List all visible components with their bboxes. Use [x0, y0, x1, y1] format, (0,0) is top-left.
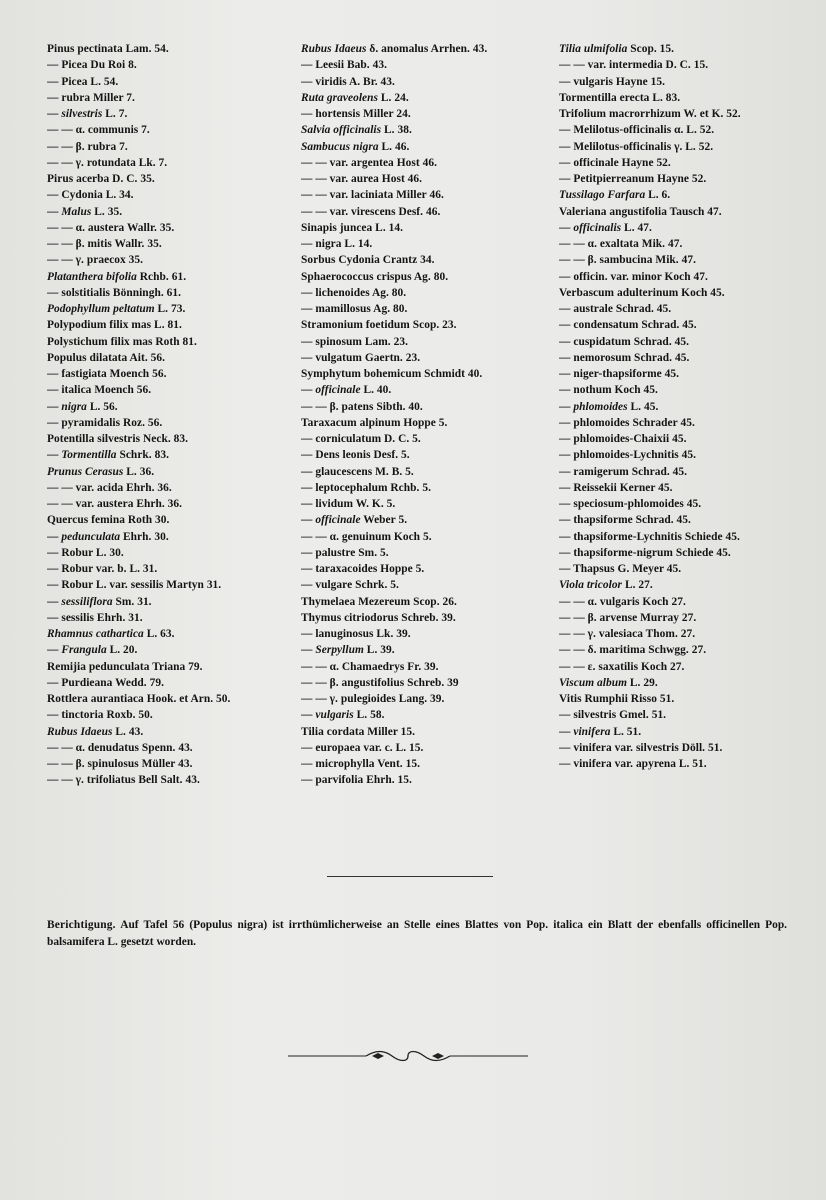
index-entry: — mamillosus Ag. 80.	[301, 303, 408, 315]
index-entry: Rubus Idaeus δ. anomalus Arrhen. 43.	[301, 43, 488, 55]
index-entry: — corniculatum D. C. 5.	[301, 433, 421, 445]
index-entry: Thymus citriodorus Schreb. 39.	[301, 611, 456, 624]
index-entry: — — var. argentea Host 46.	[301, 156, 437, 169]
index-entry: Tilia ulmifolia Scop. 15.	[559, 43, 675, 55]
index-entry: — — δ. maritima Schwgg. 27.	[559, 644, 707, 657]
index-entry: — Robur L. var. sessilis Martyn 31.	[47, 579, 222, 592]
index-entry: — — var. intermedia D. C. 15.	[559, 59, 709, 72]
index-entry: Rubus Idaeus L. 43.	[47, 725, 144, 738]
index-column-2	[301, 41, 557, 789]
index-column-1	[47, 41, 297, 789]
index-entry: — viridis A. Br. 43.	[301, 75, 395, 88]
index-entry: — nemorosum Schrad. 45.	[559, 351, 690, 364]
index-entry: — officinale Weber 5.	[301, 514, 408, 527]
index-entry: — — β. mitis Wallr. 35.	[47, 238, 162, 250]
index-entry: — — β. sambucina Mik. 47.	[559, 254, 696, 267]
index-entry: — pedunculata Ehrh. 30.	[47, 530, 169, 543]
index-entry: Sphaerococcus crispus Ag. 80.	[301, 270, 449, 283]
index-entry: — nothum Koch 45.	[559, 384, 658, 397]
index-entry: — — β. arvense Murray 27.	[559, 611, 697, 624]
index-entry: Stramonium foetidum Scop. 23.	[301, 319, 457, 332]
index-entry: — Cydonia L. 34.	[47, 189, 134, 202]
index-entry: Symphytum bohemicum Schmidt 40.	[301, 368, 483, 380]
index-entry: — vulgare Schrk. 5.	[301, 579, 399, 592]
index-entry: — thapsiforme-nigrum Schiede 45.	[559, 546, 731, 559]
index-entry: — niger-thapsiforme 45.	[559, 368, 679, 380]
index-entry: — thapsiforme Schrad. 45.	[559, 514, 691, 527]
index-entry: — silvestris L. 7.	[47, 108, 128, 120]
index-entry: — — α. genuinum Koch 5.	[301, 530, 432, 543]
index-entry: — Serpyllum L. 39.	[301, 644, 395, 657]
index-entry: — hortensis Miller 24.	[301, 108, 411, 120]
index-entry: — microphylla Vent. 15.	[301, 758, 420, 770]
correction-note	[47, 917, 787, 951]
index-entry: — tinctoria Roxb. 50.	[47, 709, 153, 722]
index-entry: — — β. spinulosus Müller 43.	[47, 758, 193, 770]
index-entry: — phlomoides Schrader 45.	[559, 416, 695, 429]
index-entry: — — α. communis 7.	[47, 124, 150, 137]
index-entry: — condensatum Schrad. 45.	[559, 319, 697, 332]
index-entry: — Purdieana Wedd. 79.	[47, 676, 164, 689]
index-entry: — officinale Hayne 52.	[559, 156, 671, 169]
index-entry: — cuspidatum Schrad. 45.	[559, 335, 690, 348]
index-entry: — vinifera var. apyrena L. 51.	[559, 758, 707, 770]
index-entry: Thymelaea Mezereum Scop. 26.	[301, 595, 457, 608]
section-divider	[327, 876, 493, 877]
index-entry: — — ε. saxatilis Koch 27.	[559, 660, 685, 673]
correction-text: Auf Tafel 56 (Populus nigra) ist irrthümlicherweise an Stelle eines Blattes von Pop. italica ein Blatt der ebenfalls officinellen Pop. balsamifera L. gesetzt worden.	[47, 919, 788, 948]
index-entry: — rubra Miller 7.	[47, 91, 135, 104]
index-entry: Rottlera aurantiaca Hook. et Arn. 50.	[47, 693, 231, 705]
index-entry: — — γ. trifoliatus Bell Salt. 43.	[47, 774, 200, 787]
index-entry: Tilia cordata Miller 15.	[301, 725, 416, 738]
index-entry: — — var. virescens Desf. 46.	[301, 205, 441, 218]
index-entry: Quercus femina Roth 30.	[47, 514, 170, 527]
index-entry: — — α. denudatus Spenn. 43.	[47, 741, 193, 754]
index-entry: — australe Schrad. 45.	[559, 303, 672, 315]
index-entry: — — β. angustifolius Schreb. 39	[301, 676, 459, 689]
index-entry: — Petitpierreanum Hayne 52.	[559, 173, 707, 185]
index-entry: — silvestris Gmel. 51.	[559, 709, 667, 722]
index-entry: — — α. vulgaris Koch 27.	[559, 595, 686, 608]
index-entry: Viscum album L. 29.	[559, 676, 658, 689]
index-entry: Sambucus nigra L. 46.	[301, 140, 410, 153]
index-entry: — Tormentilla Schrk. 83.	[47, 449, 169, 462]
index-entry: Rhamnus cathartica L. 63.	[47, 628, 175, 640]
index-entry: — phlomoides-Lychnitis 45.	[559, 449, 697, 462]
index-entry: — Reissekii Kerner 45.	[559, 481, 673, 494]
index-entry: — — var. austera Ehrh. 36.	[47, 498, 183, 510]
index-entry: Populus dilatata Ait. 56.	[47, 351, 166, 364]
index-entry: Salvia officinalis L. 38.	[301, 124, 412, 137]
index-entry: — palustre Sm. 5.	[301, 546, 389, 559]
index-entry: Polypodium filix mas L. 81.	[47, 319, 182, 332]
index-entry: — — γ. praecox 35.	[47, 254, 144, 267]
index-entry: Prunus Cerasus L. 36.	[47, 465, 155, 478]
correction-label: Berichtigung.	[47, 919, 116, 931]
index-entry: — Frangula L. 20.	[47, 644, 138, 657]
index-entry: Trifolium macrorrhizum W. et K. 52.	[559, 108, 741, 120]
index-entry: — solstitialis Bönningh. 61.	[47, 286, 182, 299]
index-entry: — Melilotus-officinalis α. L. 52.	[559, 124, 715, 137]
index-entry: — Thapsus G. Meyer 45.	[559, 563, 682, 575]
index-entry: — Robur L. 30.	[47, 546, 124, 559]
index-entry: — vulgaris Hayne 15.	[559, 75, 666, 88]
ornament-rule	[288, 1049, 528, 1063]
index-entry: — vinifera L. 51.	[559, 725, 642, 738]
index-entry: — — var. acida Ehrh. 36.	[47, 481, 172, 494]
index-entry: — leptocephalum Rchb. 5.	[301, 481, 431, 494]
index-entry: — — var. laciniata Miller 46.	[301, 189, 444, 202]
index-entry: Pinus pectinata Lam. 54.	[47, 43, 169, 55]
index-entry: — Robur var. b. L. 31.	[47, 563, 158, 575]
index-entry: — spinosum Lam. 23.	[301, 335, 408, 348]
index-column-3	[559, 41, 821, 772]
index-entry: — phlomoides-Chaixii 45.	[559, 433, 687, 445]
index-entry: — Malus L. 35.	[47, 205, 123, 218]
index-entry: — fastigiata Moench 56.	[47, 368, 167, 380]
index-entry: Sinapis juncea L. 14.	[301, 221, 404, 234]
index-entry: Podophyllum peltatum L. 73.	[47, 303, 186, 315]
index-entry: — ramigerum Schrad. 45.	[559, 465, 688, 478]
index-entry: — — var. aurea Host 46.	[301, 173, 423, 185]
index-entry: — — β. patens Sibth. 40.	[301, 400, 423, 413]
index-entry: — — α. exaltata Mik. 47.	[559, 238, 683, 250]
index-entry: — Leesii Bab. 43.	[301, 59, 387, 72]
index-entry: — nigra L. 56.	[47, 400, 118, 413]
index-entry: Valeriana angustifolia Tausch 47.	[559, 205, 722, 218]
index-entry: — parvifolia Ehrh. 15.	[301, 774, 412, 787]
index-entry: Sorbus Cydonia Crantz 34.	[301, 254, 435, 267]
index-entry: — — γ. rotundata Lk. 7.	[47, 156, 168, 169]
index-entry: — sessilis Ehrh. 31.	[47, 611, 143, 624]
index-entry: — phlomoides L. 45.	[559, 400, 659, 413]
index-entry: — speciosum-phlomoides 45.	[559, 498, 702, 510]
index-entry: — — α. Chamaedrys Fr. 39.	[301, 660, 439, 673]
index-entry: — — α. austera Wallr. 35.	[47, 221, 175, 234]
index-entry: — europaea var. c. L. 15.	[301, 741, 424, 754]
index-entry: — sessiliflora Sm. 31.	[47, 595, 152, 608]
index-entry: — Picea Du Roi 8.	[47, 59, 137, 72]
index-entry: Verbascum adulterinum Koch 45.	[559, 286, 725, 299]
index-entry: — italica Moench 56.	[47, 384, 152, 397]
index-entry: — — β. rubra 7.	[47, 140, 128, 153]
index-entry: — — γ. valesiaca Thom. 27.	[559, 628, 696, 640]
index-entry: — lividum W. K. 5.	[301, 498, 396, 510]
index-entry: — nigra L. 14.	[301, 238, 373, 250]
index-entry: — lichenoides Ag. 80.	[301, 286, 407, 299]
index-entry: — thapsiforme-Lychnitis Schiede 45.	[559, 530, 740, 543]
index-entry: Viola tricolor L. 27.	[559, 579, 653, 592]
index-entry: — Dens leonis Desf. 5.	[301, 449, 410, 462]
index-entry: — vulgaris L. 58.	[301, 709, 385, 722]
index-entry: Ruta graveolens L. 24.	[301, 91, 409, 104]
index-entry: Potentilla silvestris Neck. 83.	[47, 433, 189, 445]
index-entry: — Picea L. 54.	[47, 75, 119, 88]
index-entry: Tormentilla erecta L. 83.	[559, 91, 681, 104]
index-entry: Taraxacum alpinum Hoppe 5.	[301, 416, 448, 429]
index-entry: Platanthera bifolia Rchb. 61.	[47, 270, 187, 283]
index-entry: — taraxacoides Hoppe 5.	[301, 563, 425, 575]
index-entry: — — γ. pulegioides Lang. 39.	[301, 693, 445, 705]
index-entry: — lanuginosus Lk. 39.	[301, 628, 411, 640]
index-entry: Tussilago Farfara L. 6.	[559, 189, 671, 202]
index-entry: Polystichum filix mas Roth 81.	[47, 335, 197, 348]
index-entry: — Melilotus-officinalis γ. L. 52.	[559, 140, 714, 153]
index-entry: — glaucescens M. B. 5.	[301, 465, 414, 478]
index-entry: — vinifera var. silvestris Döll. 51.	[559, 741, 723, 754]
index-entry: — pyramidalis Roz. 56.	[47, 416, 163, 429]
index-entry: Remijia pedunculata Triana 79.	[47, 660, 203, 673]
index-entry: — officin. var. minor Koch 47.	[559, 270, 708, 283]
index-entry: — vulgatum Gaertn. 23.	[301, 351, 421, 364]
index-entry: — officinalis L. 47.	[559, 221, 652, 234]
index-entry: — officinale L. 40.	[301, 384, 392, 397]
index-entry: Pirus acerba D. C. 35.	[47, 173, 155, 185]
index-entry: Vitis Rumphii Risso 51.	[559, 693, 675, 705]
